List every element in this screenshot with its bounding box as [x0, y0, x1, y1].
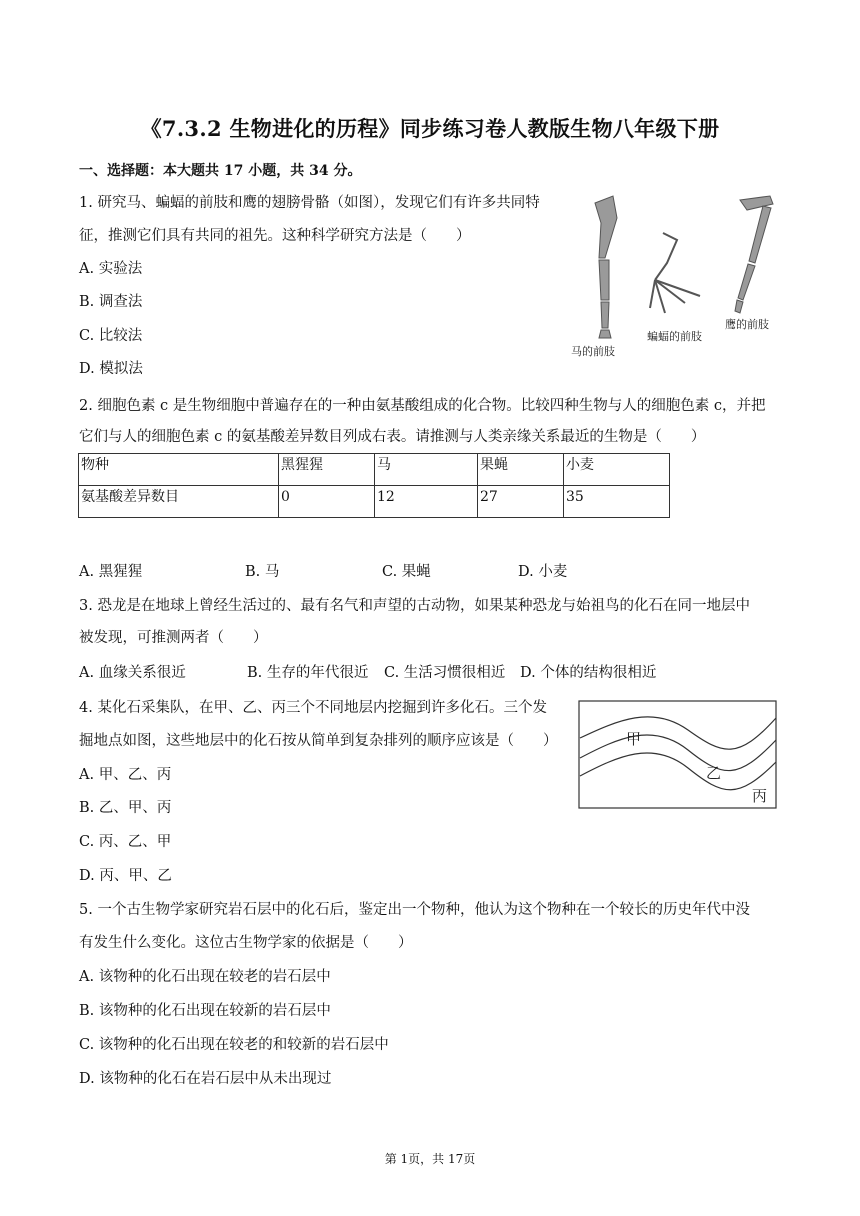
q3-option-d[interactable]: D. 个体的结构很相近 — [520, 665, 657, 681]
q1-option-d[interactable]: D. 模拟法 — [79, 361, 143, 377]
q2-option-d[interactable]: D. 小麦 — [518, 564, 568, 580]
q2-stem-line2: 它们与人的细胞色素 c 的氨基酸差异数目列成右表。请推测与人类亲缘关系最近的生物是（ ） — [79, 429, 706, 445]
q2-option-c[interactable]: C. 果蝇 — [382, 564, 431, 580]
page-footer: 第 1页，共 17页 — [384, 1152, 476, 1166]
table-row — [79, 486, 670, 518]
bat-forelimb-label: 蝙蝠的前肢 — [647, 331, 702, 343]
table-cell: 马 — [375, 454, 478, 486]
q4-option-a[interactable]: A. 甲、乙、丙 — [79, 767, 172, 783]
stratum-jia-label: 甲 — [626, 731, 642, 748]
q1-option-a[interactable]: A. 实验法 — [79, 261, 143, 277]
q2-stem-line1: 2. 细胞色素 c 是生物细胞中普遍存在的一种由氨基酸组成的化合物。比较四种生物与人的细胞色素 c，并把 — [79, 398, 766, 414]
q2-option-b[interactable]: B. 马 — [245, 564, 280, 580]
q1-option-c[interactable]: C. 比较法 — [79, 328, 143, 344]
table-cell: 黑猩猩 — [279, 454, 375, 486]
q5-stem-line1: 5. 一个古生物学家研究岩石层中的化石后，鉴定出一个物种，他认为这个物种在一个较长的历史年代中没 — [79, 902, 750, 918]
table-cell: 0 — [279, 486, 375, 518]
q3-stem-line2: 被发现，可推测两者（ ） — [79, 630, 268, 646]
q1-stem-line2: 征，推测它们具有共同的祖先。这种科学研究方法是（ ） — [79, 228, 471, 244]
q5-option-a[interactable]: A. 该物种的化石出现在较老的岩石层中 — [79, 969, 331, 985]
stratum-yi-label: 乙 — [706, 765, 722, 782]
q4-option-b[interactable]: B. 乙、甲、丙 — [79, 800, 172, 816]
forelimb-bones-figure — [565, 188, 790, 363]
q5-option-b[interactable]: B. 该物种的化石出现在较新的岩石层中 — [79, 1003, 331, 1019]
q4-stem-line1: 4. 某化石采集队，在甲、乙、丙三个不同地层内挖掘到许多化石。三个发 — [79, 700, 547, 716]
q3-stem-line1: 3. 恐龙是在地球上曾经生活过的、最有名气和声望的古动物，如果某种恐龙与始祖鸟的化石在同一地层中 — [79, 598, 750, 614]
horse-forelimb-label: 马的前肢 — [571, 346, 615, 358]
q4-stem-line2: 掘地点如图，这些地层中的化石按从简单到复杂排列的顺序应该是（ ） — [79, 733, 558, 749]
page-title: 《7.3.2 生物进化的历程》同步练习卷人教版生物八年级下册 — [140, 116, 720, 141]
q3-option-a[interactable]: A. 血缘关系很近 — [79, 665, 186, 681]
q1-stem-line1: 1. 研究马、蝙蝠的前肢和鹰的翅膀骨骼（如图），发现它们有许多共同特 — [79, 195, 540, 211]
table-cell: 27 — [478, 486, 564, 518]
table-cell: 12 — [375, 486, 478, 518]
table-cell: 物种 — [79, 454, 279, 486]
q2-option-a[interactable]: A. 黑猩猩 — [79, 564, 143, 580]
table-cell: 小麦 — [564, 454, 670, 486]
q3-option-c[interactable]: C. 生活习惯很相近 — [384, 665, 506, 681]
eagle-forelimb-label: 鹰的前肢 — [725, 319, 769, 331]
q4-option-c[interactable]: C. 丙、乙、甲 — [79, 834, 172, 850]
table-row — [79, 454, 670, 486]
table-cell: 果蝇 — [478, 454, 564, 486]
table-cell: 氨基酸差异数目 — [79, 486, 279, 518]
q5-option-d[interactable]: D. 该物种的化石在岩石层中从未出现过 — [79, 1071, 332, 1087]
amino-acid-table — [78, 453, 670, 518]
q5-option-c[interactable]: C. 该物种的化石出现在较老的和较新的岩石层中 — [79, 1037, 389, 1053]
table-cell: 35 — [564, 486, 670, 518]
section-heading: 一、选择题：本大题共 17 小题，共 34 分。 — [79, 163, 362, 179]
q1-option-b[interactable]: B. 调查法 — [79, 294, 143, 310]
stratum-bing-label: 丙 — [752, 788, 768, 805]
q4-option-d[interactable]: D. 丙、甲、乙 — [79, 868, 172, 884]
q5-stem-line2: 有发生什么变化。这位古生物学家的依据是（ ） — [79, 935, 413, 951]
q3-option-b[interactable]: B. 生存的年代很近 — [247, 665, 369, 681]
rock-strata-figure — [578, 700, 778, 810]
